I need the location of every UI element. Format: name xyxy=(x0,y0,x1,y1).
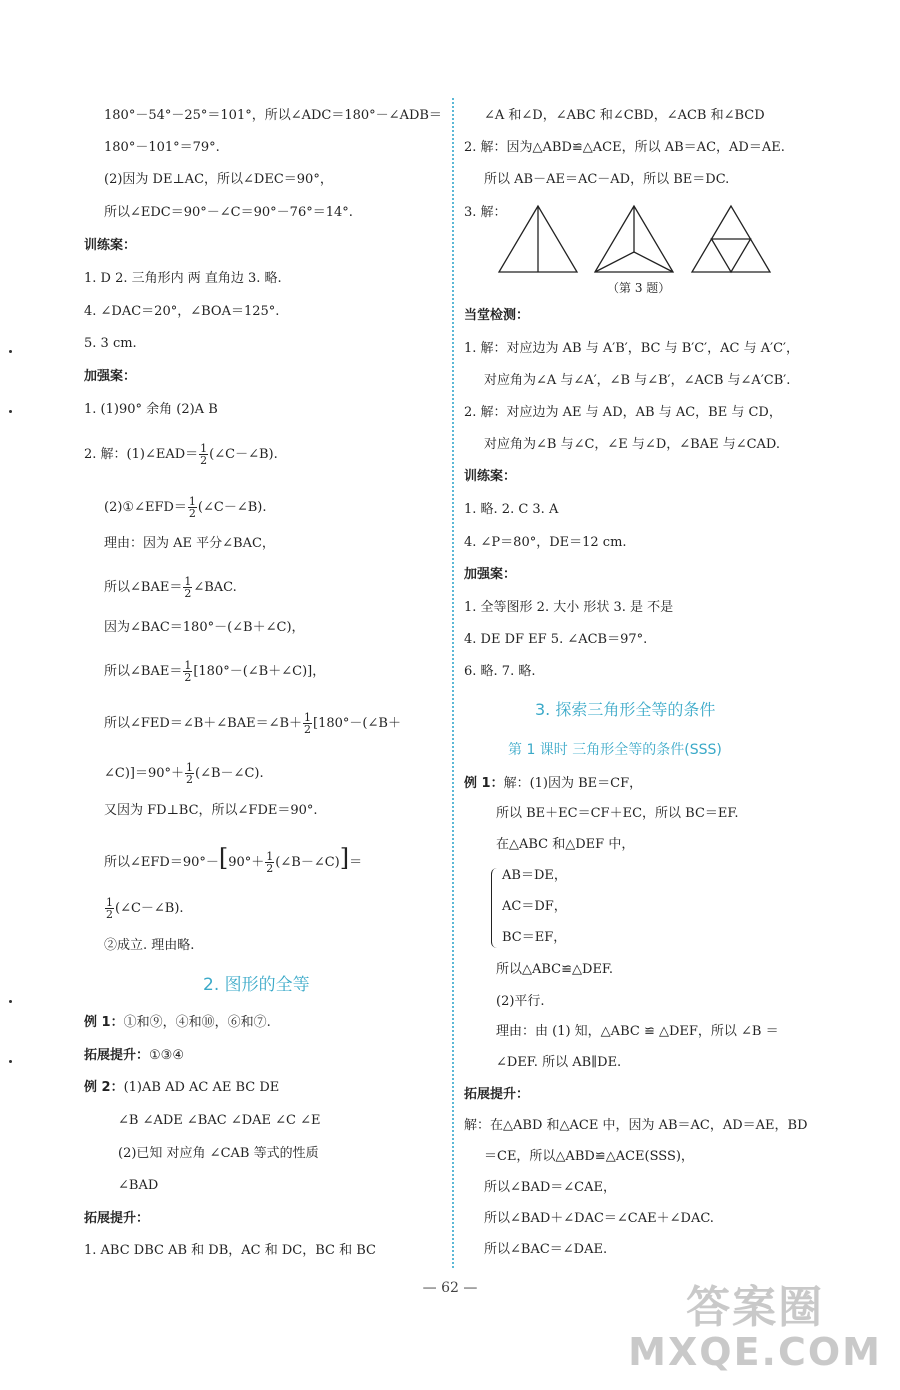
bracket-open: [ xyxy=(218,844,229,872)
text-line: 180°－101°＝79°. xyxy=(104,140,220,155)
text-line: 1. (1)90° 余角 (2)A B xyxy=(84,402,218,417)
text-line: (2)因为 DE⊥AC，所以∠DEC＝90°， xyxy=(104,172,333,187)
text-line: 所以∠EDC＝90°－∠C＝90°－76°＝14°. xyxy=(104,205,353,220)
margin-dot xyxy=(9,410,12,413)
equation-line: BC＝EF， xyxy=(502,930,567,945)
fraction: $\frac{1}{2}$ xyxy=(304,711,312,736)
heading-strengthen: 加强案： xyxy=(84,369,137,384)
text-line: 1. D 2. 三角形内 两 直角边 3. 略. xyxy=(84,271,282,286)
text-line: 1. 全等图形 2. 大小 形状 3. 是 不是 xyxy=(464,600,674,615)
fraction: $\frac{1}{2}$ xyxy=(184,659,192,684)
text-line: 所以∠BAD＝∠CAE， xyxy=(484,1180,616,1195)
page-number: — 62 — xyxy=(422,1280,478,1296)
text-line: 3. 解： xyxy=(464,205,507,220)
text-line: 理由：因为 AE 平分∠BAC， xyxy=(104,536,275,551)
column-divider xyxy=(452,98,454,1268)
fraction: $\frac{1}{2}$ xyxy=(266,850,274,875)
text-line: 4. ∠DAC＝20°，∠BOA＝125°. xyxy=(84,304,280,319)
text-line: ∠DEF. 所以 AB∥DE. xyxy=(496,1055,622,1070)
example-line: 例 1：①和⑨，④和⑩，⑥和⑦. xyxy=(84,1015,271,1030)
heading-training: 训练案： xyxy=(464,469,517,484)
extension-line: 拓展提升：①③④ xyxy=(84,1048,184,1063)
watermark-url: MXQE.COM xyxy=(628,1330,882,1374)
margin-dot xyxy=(9,1000,12,1003)
text-line: 6. 略. 7. 略. xyxy=(464,664,536,679)
text-line: 1. 略. 2. C 3. A xyxy=(464,502,559,517)
margin-dot xyxy=(9,1060,12,1063)
triangle-figures xyxy=(495,204,775,276)
heading-class-check: 当堂检测： xyxy=(464,308,530,323)
section-title: 3. 探索三角形全等的条件 xyxy=(535,700,716,719)
formula-line: ∠C)]＝90°＋ $\frac{1}{2}$ (∠B－∠C). xyxy=(104,761,264,786)
text-line: 因为∠BAC＝180°－(∠B＋∠C)， xyxy=(104,620,305,635)
system-brace xyxy=(491,868,498,948)
watermark xyxy=(628,1284,882,1372)
formula-line: 所以∠BAE＝ $\frac{1}{2}$ ∠BAC. xyxy=(104,575,237,600)
formula-line: 所以∠EFD＝90°－[90°＋ $\frac{1}{2}$ (∠B－∠C)]＝ xyxy=(104,844,363,875)
equation-line: AC＝DF， xyxy=(502,899,567,914)
fraction: $\frac{1}{2}$ xyxy=(188,495,196,520)
example-line: 例 1：解：(1)因为 BE＝CF， xyxy=(464,776,643,791)
text-line: 1. ABC DBC AB 和 DB，AC 和 DC，BC 和 BC xyxy=(84,1243,376,1258)
text-line: ∠BAD xyxy=(118,1178,159,1193)
heading-training: 训练案： xyxy=(84,238,137,253)
text-line: 180°－54°－25°＝101°，所以∠ADC＝180°－∠ADB＝ xyxy=(104,108,442,123)
heading-extension: 拓展提升： xyxy=(464,1087,530,1102)
text-line: ②成立. 理由略. xyxy=(104,938,195,953)
text-line: ∠A 和∠D，∠ABC 和∠CBD，∠ACB 和∠BCD xyxy=(484,108,765,123)
text-line: ∠B ∠ADE ∠BAC ∠DAE ∠C ∠E xyxy=(118,1113,321,1128)
text-line: (2)已知 对应角 ∠CAB 等式的性质 xyxy=(118,1146,319,1161)
text-line: 4. ∠P＝80°，DE＝12 cm. xyxy=(464,535,627,550)
formula-line: 所以∠FED＝∠B＋∠BAE＝∠B＋ $\frac{1}{2}$ [180°－(∠B＋ xyxy=(104,711,401,736)
text-line: (2)平行. xyxy=(496,994,545,1009)
text-line: 对应角为∠A 与∠A′，∠B 与∠B′，∠ACB 与∠A′CB′. xyxy=(484,373,791,388)
bracket-close: ] xyxy=(339,844,350,872)
text-line: 理由：由 (1) 知，△ABC ≌ △DEF，所以 ∠B ＝ xyxy=(496,1024,779,1039)
text-line: 又因为 FD⊥BC，所以∠FDE＝90°. xyxy=(104,803,318,818)
margin-dot xyxy=(9,350,12,353)
figure-caption: （第 3 题） xyxy=(607,281,671,295)
text-line: 解：在△ABD 和△ACE 中，因为 AB＝AC，AD＝AE，BD xyxy=(464,1118,808,1133)
text-line: 所以 AB－AE＝AC－AD，所以 BE＝DC. xyxy=(484,172,730,187)
triangle-3-inner xyxy=(712,239,751,272)
text-line: 所以 BE＋EC＝CF＋EC，所以 BC＝EF. xyxy=(496,806,739,821)
text-line: ＝CE，所以△ABD≌△ACE(SSS)， xyxy=(484,1149,694,1164)
fraction: $\frac{1}{2}$ xyxy=(184,575,192,600)
formula-line: (2)①∠EFD＝ $\frac{1}{2}$ (∠C－∠B). xyxy=(104,495,267,520)
formula-line xyxy=(84,443,278,466)
text-line: 4. DE DF EF 5. ∠ACB＝97°. xyxy=(464,632,648,647)
section-title: 2. 图形的全等 xyxy=(203,975,310,995)
text-line: 所以∠BAD＋∠DAC＝∠CAE＋∠DAC. xyxy=(484,1211,714,1226)
equation-line: AB＝DE， xyxy=(502,868,567,883)
fraction: $\frac{1}{2}$ xyxy=(106,896,113,921)
watermark-logo: 答案圈 xyxy=(686,1282,825,1333)
example-line: 例 2：(1)AB AD AC AE BC DE xyxy=(84,1080,280,1095)
formula-text: (∠C－∠B). xyxy=(209,447,278,462)
heading-strengthen: 加强案： xyxy=(464,567,517,582)
text-line: 2. 解：因为△ABD≌△ACE，所以 AB＝AC，AD＝AE. xyxy=(464,140,785,155)
text-line: 所以△ABC≌△DEF. xyxy=(496,962,614,977)
fraction: $\frac{1}{2}$ xyxy=(186,761,194,786)
text-line: 1. 解：对应边为 AB 与 A′B′，BC 与 B′C′，AC 与 A′C′， xyxy=(464,341,799,356)
lesson-title: 第 1 课时 三角形全等的条件(SSS) xyxy=(508,742,722,758)
text-line: 5. 3 cm. xyxy=(84,336,137,351)
formula-line: 所以∠BAE＝ $\frac{1}{2}$ [180°－(∠B＋∠C)]， xyxy=(104,659,326,684)
formula-text: 2. 解：(1)∠EAD＝ xyxy=(84,447,199,462)
formula-line: $\frac{1}{2}$ (∠C－∠B). xyxy=(106,896,184,921)
text-line: 对应角为∠B 与∠C，∠E 与∠D，∠BAE 与∠CAD. xyxy=(484,437,781,452)
text-line: 在△ABC 和△DEF 中， xyxy=(496,837,635,852)
text-line: 所以∠BAC＝∠DAE. xyxy=(484,1242,608,1257)
fraction: $\frac{1}{2}$ xyxy=(200,442,208,467)
text-line: 2. 解：对应边为 AE 与 AD，AB 与 AC，BE 与 CD， xyxy=(464,405,782,420)
heading-extension: 拓展提升： xyxy=(84,1211,150,1226)
